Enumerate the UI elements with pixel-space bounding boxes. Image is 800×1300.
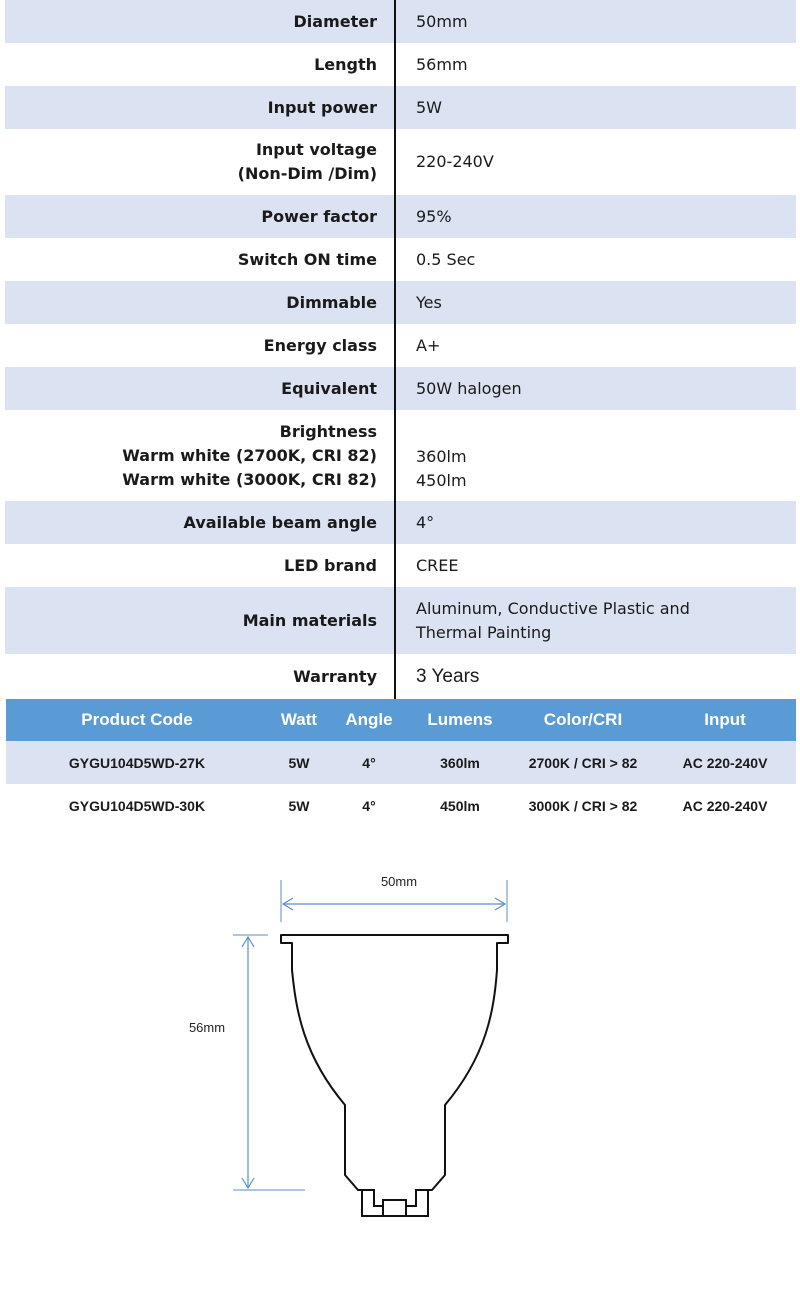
spec-value: 56mm <box>416 54 468 74</box>
cell-watt: 5W <box>268 741 330 784</box>
spec-row-diameter <box>5 0 796 43</box>
cell-watt: 5W <box>288 797 310 814</box>
spec-value: 3 Years <box>416 665 480 687</box>
column-header-angle: Angle <box>330 699 408 741</box>
spec-label: Input voltage (Non-Dim /Dim) <box>5 129 396 195</box>
cell-angle: 4° <box>330 741 408 784</box>
spec-value: 4° <box>416 512 435 532</box>
table-row <box>6 741 796 784</box>
spec-row-switch-on-time <box>5 238 796 281</box>
cell-input: AC 220-240V <box>682 797 768 814</box>
spec-label: Length <box>5 43 396 86</box>
column-header-input: Input <box>654 699 796 741</box>
width-dimension <box>281 874 507 922</box>
spec-table <box>5 0 796 699</box>
spec-row-dimmable <box>5 281 796 324</box>
spec-label: Equivalent <box>5 367 396 410</box>
product-table <box>6 699 796 827</box>
lamp-outline <box>281 935 508 1216</box>
spec-label: Power factor <box>5 195 396 238</box>
spec-value: 360lm 450lm <box>416 447 467 490</box>
cell-color-cri: 2700K / CRI > 82 <box>512 741 654 784</box>
left-pin <box>362 1190 383 1216</box>
spec-value: 95% <box>416 206 452 226</box>
cell-color-cri: 3000K / CRI > 82 <box>528 797 638 814</box>
spec-value: 50mm <box>416 11 468 31</box>
height-dimension <box>189 935 305 1190</box>
cell-lumens: 450lm <box>440 797 480 814</box>
cell-angle: 4° <box>362 797 376 814</box>
column-header-watt: Watt <box>268 699 330 741</box>
spec-value: 50W halogen <box>416 378 522 398</box>
spec-label: Main materials <box>5 587 396 654</box>
spec-row-input-voltage <box>5 129 796 195</box>
product-table-header <box>6 699 796 741</box>
width-label: 50mm <box>380 874 418 889</box>
pin-bridge <box>374 1190 416 1206</box>
spec-row-brightness <box>5 410 796 501</box>
spec-row-beam-angle <box>5 501 796 544</box>
table-row <box>6 784 796 827</box>
spec-label: Switch ON time <box>5 238 396 281</box>
spec-row-main-materials <box>5 587 796 654</box>
cell-product-code: GYGU104D5WD-30K <box>68 797 206 814</box>
spec-row-warranty <box>5 654 796 699</box>
spec-row-power-factor <box>5 195 796 238</box>
spec-label: Available beam angle <box>5 501 396 544</box>
spec-value: 5W <box>416 97 442 117</box>
spec-row-led-brand <box>5 544 796 587</box>
spec-value: A+ <box>416 335 441 355</box>
spec-label: Input power <box>5 86 396 129</box>
height-label: 56mm <box>188 1020 226 1035</box>
spec-label: Energy class <box>5 324 396 367</box>
spec-row-length <box>5 43 796 86</box>
spec-label: LED brand <box>5 544 396 587</box>
spec-label: Brightness Warm white (2700K, CRI 82) Warm white (3000K, CRI 82) <box>5 410 396 501</box>
spec-label: Dimmable <box>5 281 396 324</box>
column-header-product-code: Product Code <box>6 699 268 741</box>
spec-label: Diameter <box>5 0 396 43</box>
lamp-dimension-diagram <box>0 850 800 1250</box>
spec-value: 220-240V <box>416 152 494 171</box>
spec-value: Aluminum, Conductive Plastic and Thermal Painting <box>416 598 690 642</box>
spec-value: CREE <box>416 555 459 575</box>
spec-value: 0.5 Sec <box>416 249 476 269</box>
cell-product-code: GYGU104D5WD-27K <box>6 741 268 784</box>
cell-input: AC 220-240V <box>654 741 796 784</box>
column-header-lumens: Lumens <box>408 699 512 741</box>
spec-row-input-power <box>5 86 796 129</box>
spec-label: Warranty <box>5 654 396 699</box>
spec-value: Yes <box>416 292 442 312</box>
column-header-color-cri: Color/CRI <box>512 699 654 741</box>
spec-row-equivalent <box>5 367 796 410</box>
cell-lumens: 360lm <box>408 741 512 784</box>
spec-row-energy-class <box>5 324 796 367</box>
